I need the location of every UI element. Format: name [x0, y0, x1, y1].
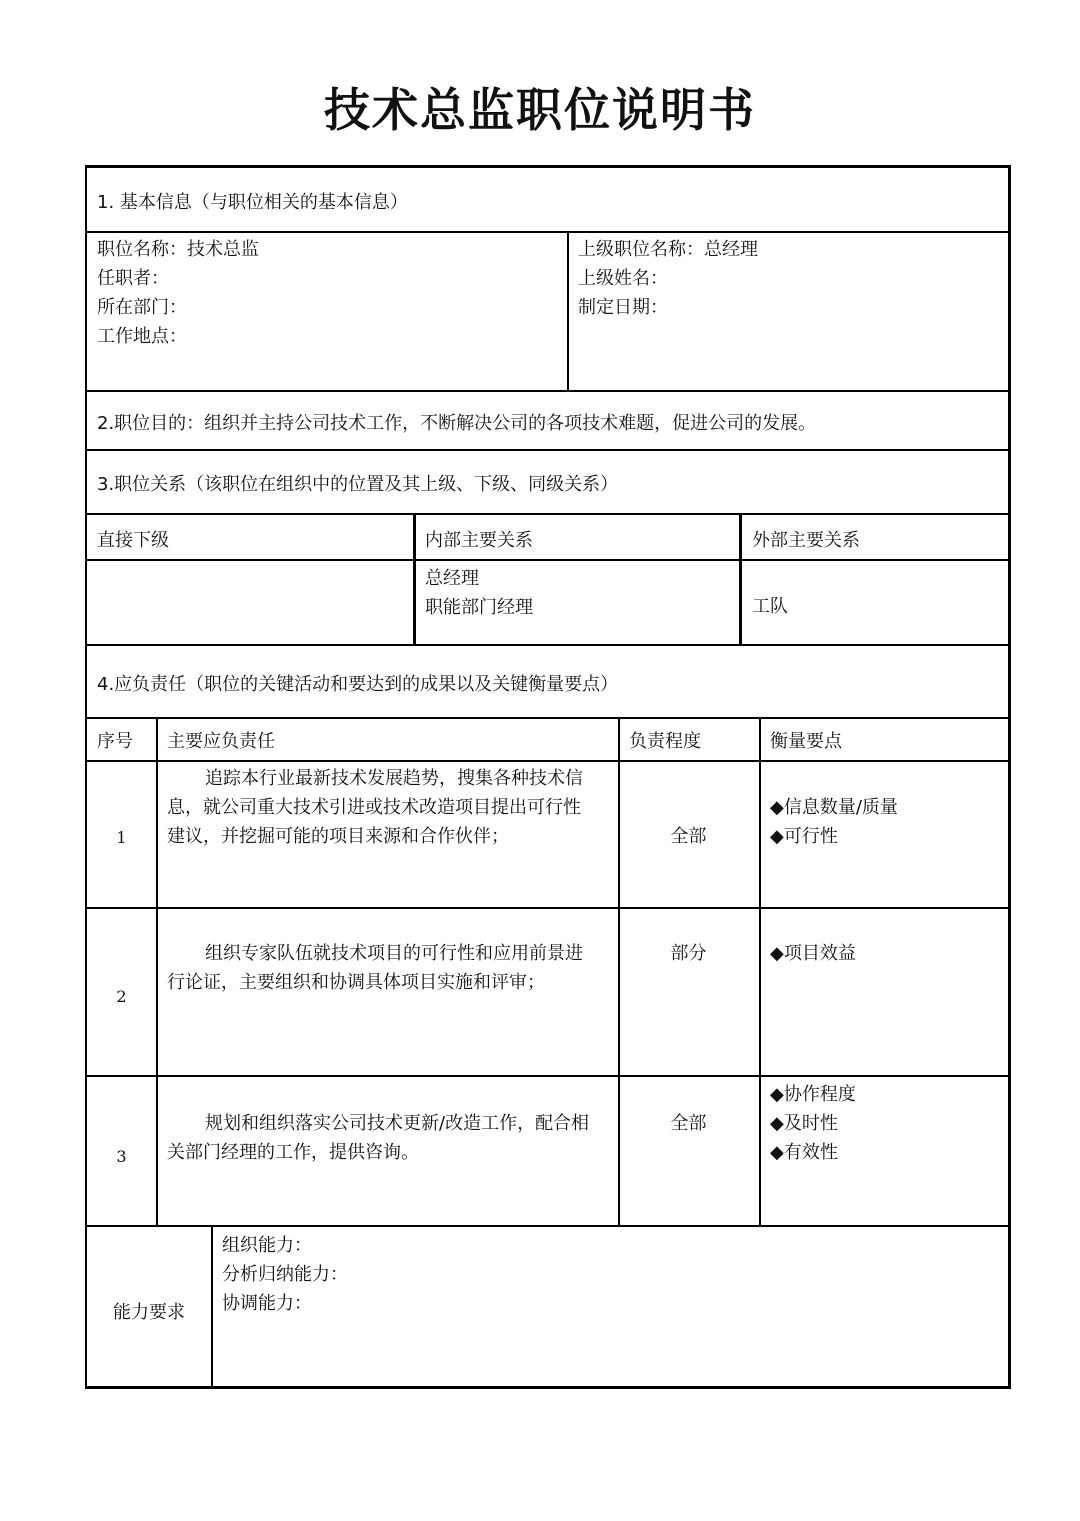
responsibility-line: 行论证，主要组织和协调具体项目实施和评审；: [167, 972, 545, 993]
external-relations-header: 外部主要关系: [752, 530, 860, 551]
row-number: 1: [116, 828, 127, 847]
responsibility-line: 规划和组织落实公司技术更新/改造工作，配合相: [205, 1113, 590, 1134]
col-header-measures: 衡量要点: [770, 731, 842, 752]
measure-item: ◆及时性: [770, 1113, 838, 1134]
rule: [87, 559, 1008, 561]
external-relation: 工队: [752, 596, 788, 617]
row-number: 2: [116, 987, 127, 1006]
position-name: 职位名称：技术总监: [97, 239, 259, 260]
internal-relation: 职能部门经理: [425, 597, 533, 618]
col-header-responsibility: 主要应负责任: [167, 731, 275, 752]
responsibility-degree: 部分: [670, 943, 707, 964]
rule: [413, 513, 416, 644]
rule: [156, 717, 158, 1225]
measure-item: ◆项目效益: [770, 943, 856, 964]
ability-label: 能力要求: [113, 1302, 185, 1323]
rule: [87, 449, 1008, 451]
col-header-degree: 负责程度: [629, 731, 701, 752]
incumbent: 任职者：: [97, 268, 169, 289]
rule: [87, 717, 1008, 719]
job-description-form: [85, 165, 1011, 1389]
superior-name: 上级姓名：: [578, 268, 668, 289]
section3-heading: 3.职位关系（该职位在组织中的位置及其上级、下级、同级关系）: [97, 474, 619, 495]
ability-item: 协调能力：: [222, 1293, 312, 1314]
rule: [87, 231, 1008, 233]
responsibility-line: 组织专家队伍就技术项目的可行性和应用前景进: [205, 943, 583, 964]
responsibility-line: 息，就公司重大技术引进或技术改造项目提出可行性: [167, 797, 581, 818]
responsibility-line: 追踪本行业最新技术发展趋势，搜集各种技术信: [205, 768, 583, 789]
rule: [739, 513, 742, 644]
measure-item: ◆有效性: [770, 1142, 838, 1163]
section4-heading: 4.应负责任（职位的关键活动和要达到的成果以及关键衡量要点）: [97, 674, 619, 695]
work-location: 工作地点：: [97, 326, 187, 347]
superior-position: 上级职位名称：总经理: [578, 239, 758, 260]
rule: [87, 907, 1008, 909]
department: 所在部门：: [97, 297, 187, 318]
measure-item: ◆信息数量/质量: [770, 797, 898, 818]
ability-item: 分析归纳能力：: [222, 1264, 348, 1285]
direct-subordinate-header: 直接下级: [97, 530, 169, 551]
rule: [87, 390, 1008, 392]
rule: [87, 644, 1008, 646]
internal-relation: 总经理: [425, 568, 479, 589]
rule: [87, 1225, 1008, 1227]
responsibility-degree: 全部: [670, 826, 707, 847]
rule: [87, 1075, 1008, 1077]
rule: [211, 1225, 213, 1389]
row-number: 3: [116, 1147, 127, 1166]
measure-item: ◆可行性: [770, 826, 838, 847]
col-header-no: 序号: [97, 731, 133, 752]
ability-item: 组织能力：: [222, 1235, 312, 1256]
position-purpose: 2.职位目的：组织并主持公司技术工作，不断解决公司的各项技术难题，促进公司的发展。: [97, 413, 817, 434]
rule: [567, 231, 569, 390]
rule: [87, 760, 1008, 762]
created-date: 制定日期：: [578, 297, 668, 318]
responsibility-line: 关部门经理的工作，提供咨询。: [167, 1142, 419, 1163]
measure-item: ◆协作程度: [770, 1084, 856, 1105]
rule: [87, 513, 1008, 515]
section1-heading: 1. 基本信息（与职位相关的基本信息）: [97, 192, 408, 213]
page-title: 技术总监职位说明书: [324, 83, 756, 137]
responsibility-line: 建议，并挖掘可能的项目来源和合作伙伴；: [167, 826, 509, 847]
internal-relations-header: 内部主要关系: [425, 530, 533, 551]
rule: [759, 717, 761, 1225]
responsibility-degree: 全部: [670, 1113, 707, 1134]
rule: [618, 717, 620, 1225]
